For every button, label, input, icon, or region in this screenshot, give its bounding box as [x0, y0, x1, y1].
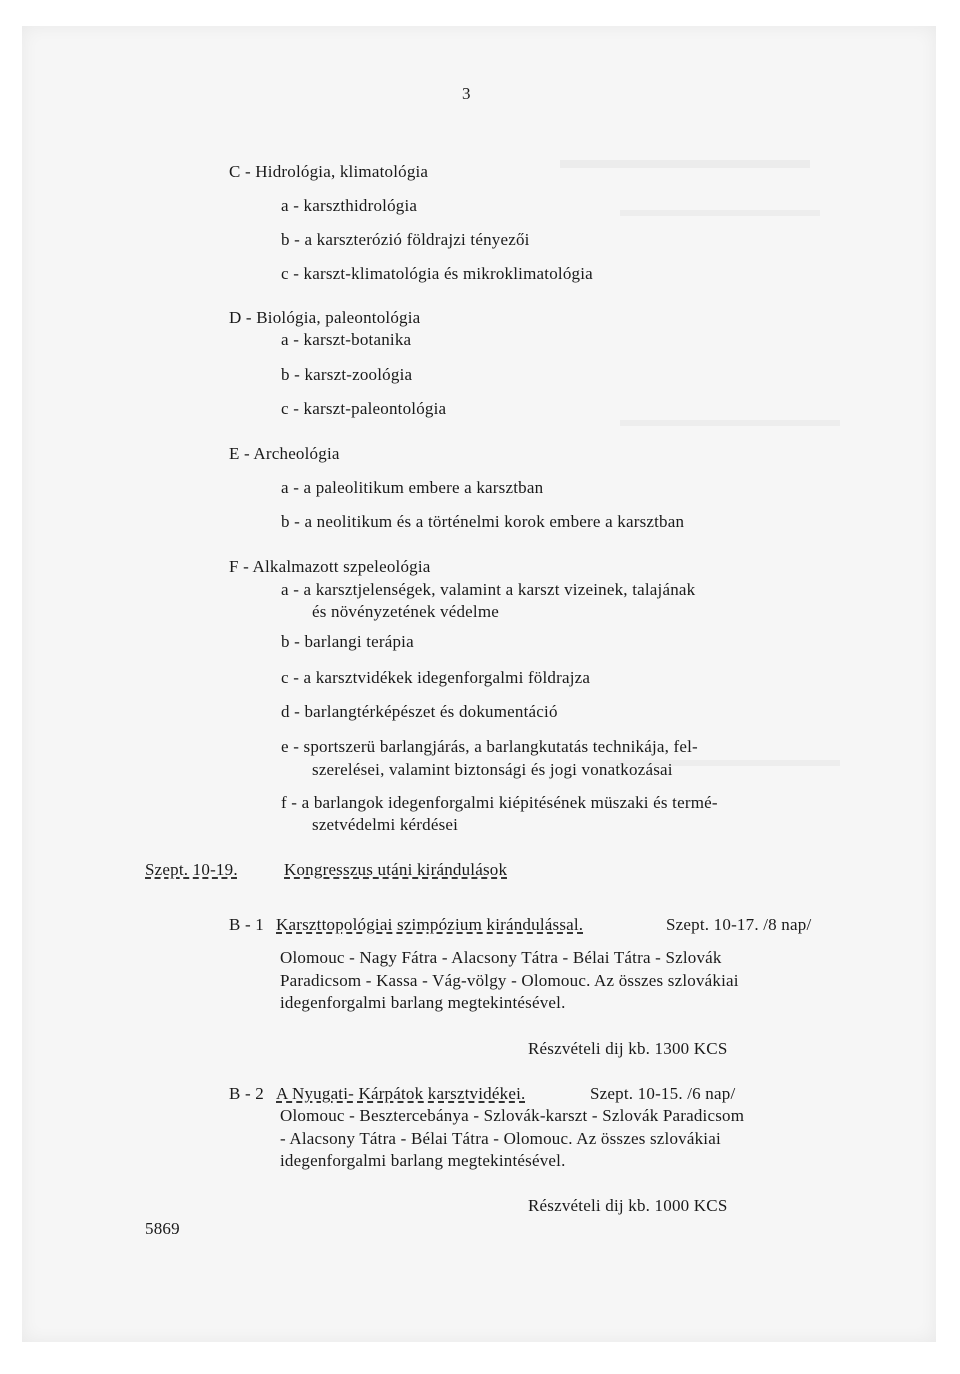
list-item: a - a paleolitikum embere a karsztban: [281, 478, 544, 497]
list-item: c - karszt-paleontológia: [281, 399, 447, 418]
page-number: 3: [462, 84, 471, 103]
list-item-continuation: szerelései, valamint biztonsági és jogi vonatkozásai: [312, 760, 673, 779]
list-item-continuation: és növényzetének védelme: [312, 602, 499, 621]
excursion-code-b1: B - 1: [229, 915, 264, 934]
route-line: idegenforgalmi barlang megtekintésével.: [280, 993, 566, 1012]
excursion-date: Szept. 10-19.: [145, 860, 238, 879]
list-item-continuation: szetvédelmi kérdései: [312, 815, 459, 834]
excursion-code-b2: B - 2: [229, 1084, 264, 1103]
excursion-name-b1: Karszttopológiai szimpózium kirándulással.: [276, 915, 584, 934]
excursion-name-b2: A Nyugati- Kárpátok karsztvidékei.: [276, 1084, 526, 1103]
section-heading-d: D - Biológia, paleontológia: [229, 308, 421, 327]
fee-b1: Részvételi dij kb. 1300 KCS: [528, 1039, 728, 1058]
list-item: b - a karszterózió földrajzi tényezői: [281, 230, 530, 249]
section-heading-e: E - Archeológia: [229, 444, 340, 463]
section-heading-f: F - Alkalmazott szpeleológia: [229, 557, 431, 576]
list-item: e - sportszerü barlangjárás, a barlangkutatás technikája, fel-: [281, 737, 698, 756]
route-line: Olomouc - Nagy Fátra - Alacsony Tátra - Bélai Tátra - Szlovák: [280, 948, 722, 967]
route-line: - Alacsony Tátra - Bélai Tátra - Olomouc. Az összes szlovákiai: [280, 1129, 721, 1148]
list-item: c - a karsztvidékek idegenforgalmi földrajza: [281, 668, 591, 687]
excursion-when-b2: Szept. 10-15. /6 nap/: [590, 1084, 736, 1103]
list-item: f - a barlangok idegenforgalmi kiépitésének müszaki és termé-: [281, 793, 718, 812]
footer-number: 5869: [145, 1219, 180, 1238]
list-item: c - karszt-klimatológia és mikroklimatológia: [281, 264, 593, 283]
list-item: d - barlangtérképészet és dokumentáció: [281, 702, 558, 721]
list-item: a - a karsztjelenségek, valamint a karszt vizeinek, talajának: [281, 580, 696, 599]
list-item: b - barlangi terápia: [281, 632, 414, 651]
section-heading-c: C - Hidrológia, klimatológia: [229, 162, 429, 181]
route-line: idegenforgalmi barlang megtekintésével.: [280, 1151, 566, 1170]
list-item: b - a neolitikum és a történelmi korok embere a karsztban: [281, 512, 685, 531]
list-item: a - karszt-botanika: [281, 330, 412, 349]
list-item: b - karszt-zoológia: [281, 365, 413, 384]
list-item: a - karszthidrológia: [281, 196, 418, 215]
excursion-title: Kongresszus utáni kirándulások: [284, 860, 508, 879]
fee-b2: Részvételi dij kb. 1000 KCS: [528, 1196, 728, 1215]
route-line: Paradicsom - Kassa - Vág-völgy - Olomouc. Az összes szlovákiai: [280, 971, 739, 990]
route-line: Olomouc - Besztercebánya - Szlovák-karszt - Szlovák Paradicsom: [280, 1106, 745, 1125]
excursion-when-b1: Szept. 10-17. /8 nap/: [666, 915, 812, 934]
